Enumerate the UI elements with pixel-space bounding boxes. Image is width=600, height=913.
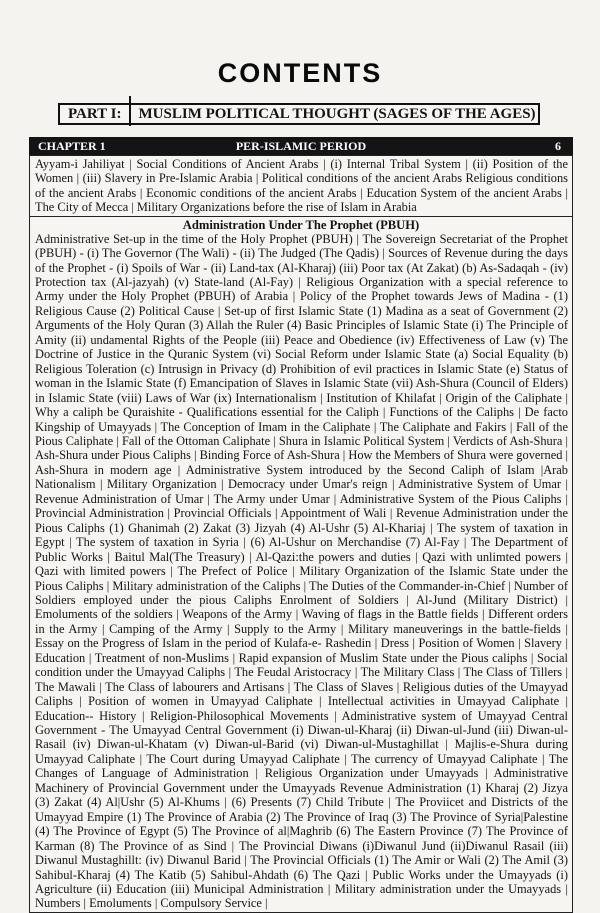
page-title: CONTENTS <box>217 58 383 88</box>
administration-topics: Administrative Set-up in the time of the Holy Prophet (PBUH) | The Sovereign Secretariat of the Prophet (PBUH) - (i) The Governor (The Wali) - (ii) The Judged (The Qadis) | Sources of Revenue during the days of the Prophet - (i) Spoils of War - (ii) Land-tax (Al-Kharaj) (iii) Poor tax (At Zakat) (b) As-Sadaqah - (iv) Protection tax (Al-jazyah) (v) State-land (Al-Fay) | Religious Organization with a special reference to Army under the Holy Prophet (PBUH) of Arabia | Policy of the Prophet towards Jews of Madina - (1) Religious Cause (2) Political Cause | Set-up of first Islamic State (1) Madina as a seat of Government (2) Arguments of the Holy Quran (3) Allah the Ruler (4) Basic Principles of Islamic State (i) The Principle of Amity (ii) undamental Rights of the People (iii) Peace and Obedience (iv) Effectiveness of Law (v) The Doctrine of Justice in the Quranic System (vi) Social Reform under Islamic State (a) Social Equality (b) Religious Toleration (c) Intrusign in Privacy (d) Prohibition of evil practices in Islamic State (e) Status of woman in the Islamic State (f) Emancipation of Slaves in Islamic State (vii) Ash-Shura (Council of Elders) in Islamic State (viii) Laws of War (ix) Internationalism | Institution of Khilafat | Origin of the Caliphate | Why a caliph be Quraishite - Qualifications essential for the Caliph | Functions of the Caliphs | De facto Kingship of Umayyads | The Conception of Imam in the Caliphate | The Caliphate and Fakirs | Fall of the Pious Caliphate | Fall of the Ottoman Caliphate | Shura in Islamic Political System | Verdicts of Ash-Shura | Ash-Shura under Pious Caliphs | Binding Force of Ash-Shura | How the Members of Shura were governed | Ash-Shura in modern age | Administrative System introduced by the Second Caliph of Islam |Arab Nationalism | Military Organization | Democracy under Umar's reign | Administrative System of Umar | Revenue Administration of Umar | The Army under Umar | Administrative System of the Pious Caliphs | Provincial Administration | Provincial Officials | Appointment of Wali | Revenue Administration under the Pious Caliphs (1) Ghanimah (2) Zakat (3) Jizyah (4) Al-Ushr (5) Al-Khariaj | The system of taxation in Egypt | The system of taxation in Syria | (6) Al-Ushur on Merchandise (7) Al-Fay | The Department of Public Works | Baitul Mal(The Treasury) | Al-Qazi:the powers and duties | Qazi with unlimted powers | Qazi with limited powers | The Prefect of Police | Military Organization of the Islamic State under the Pious Caliphs | Military administration of the Caliphs | The Duties of the Commander-in-Chief | Number of Soldiers employed under the pious Caliphs Enrolment of Soldiers | Al-Jund (Military District) | Emoluments of the soldiers | Weapons of the Army | Waving of flags in the Battle fields | Different orders in the Army | Camping of the Army | Supply to the Army | Military maneuverings in the battle-fields | Essay on the Progress of Islam in the period of Kulafa-e- Rashedin | Dress | Position of Women | Slavery | Education | Treatment of non-Muslims | Rapid expansion of Muslim State under the Pious caliphs | Social condition under the Umayyad Caliphs | The Feudal Aristocracy | The Military Class | The Class of Tillers | The Mawali | The Class of labourers and Artisans | The Class of Slaves | Religious duties of the Umayyad Caliphs | Position of women in Umayyad Caliphate | Intellectual activities in Umayyad Caliphate | Education-- History | Religion-Philosophical Movements | Administrative system of Umayyad Central Government - The Umayyad Central Government (i) Diwan-ul-Kharaj (ii) Diwan-ul-Jund (iii) Diwan-ul-Rasail (iv) Diwan-ul-Khatam (v) Diwan-ul-Barid (vi) Diwan-ul-Mustaghillat | Majlis-e-Shura during Umayyad Caliphate | The Court during Umayyad Caliphate | The currency of Umayyad Caliphate | The Changes of Language of Administration | Religious Organization under Umayyads | Administrative Machinery of Provincial Government under the Umayyads Revenue Administration (1) Kharaj (2) Jizya (3) Zakat (4) Al|Ushr (5) Al-Khums | (6) Presents (7) Child Tribute | The Proviicet and Districts of the Umayyad Empire (1) The Province of Arabia (2) The Province of Iraq (3) The Province of Syria|Palestine (4) The Province of Egypt (5) The Province of al|Maghrib (6) The Eastern Province (7) The Province of Karman (8) The Province of as Sind | The Provincial Diwans (i)Diwanul Jund (ii)Diwanul Rasail (iii) Diwanul Mustaghillt: (iv) Diwanul Barid | The Provincial Officials (1) The Amir or Wali (2) The Amil (3) Sahibul-Kharaj (4) The Katib (5) Sahibul-Ahdath (6) The Qazi | Public Works under the Umayyads (i) Agriculture (ii) Education (iii) Municipal Administration | Military administration under the Umayyads | Numbers | Emoluments | Compulsory Service | <box>35 231 568 911</box>
chapter-contents-box <box>29 155 573 913</box>
part-title: MUSLIM POLITICAL THOUGHT (SAGES OF THE AGES) <box>138 105 536 122</box>
part-label: PART I: <box>68 105 122 122</box>
part-heading <box>58 103 540 125</box>
chapter-page-number: 6 <box>555 138 561 153</box>
chapter-label: CHAPTER 1 <box>38 138 106 153</box>
chapter-period: PER-ISLAMIC PERIOD <box>235 138 367 153</box>
chapter-heading <box>29 137 573 155</box>
section-heading: Administration Under The Prophet (PBUH) <box>182 217 420 232</box>
pre-islamic-topics: Ayyam-i Jahiliyat | Social Conditions of Ancient Arabs | (i) Internal Tribal System | (ii) Position of the Women | (iii) Slavery in Pre-Islamic Arabia | Political conditions of the ancient Arabs Religious conditions of the ancient Arabs | Economic conditions of the ancient Arabs | Education System of the ancient Arabs | The City of Mecca | Military Organizations before the rise of Islam in Arabia <box>30 156 572 217</box>
